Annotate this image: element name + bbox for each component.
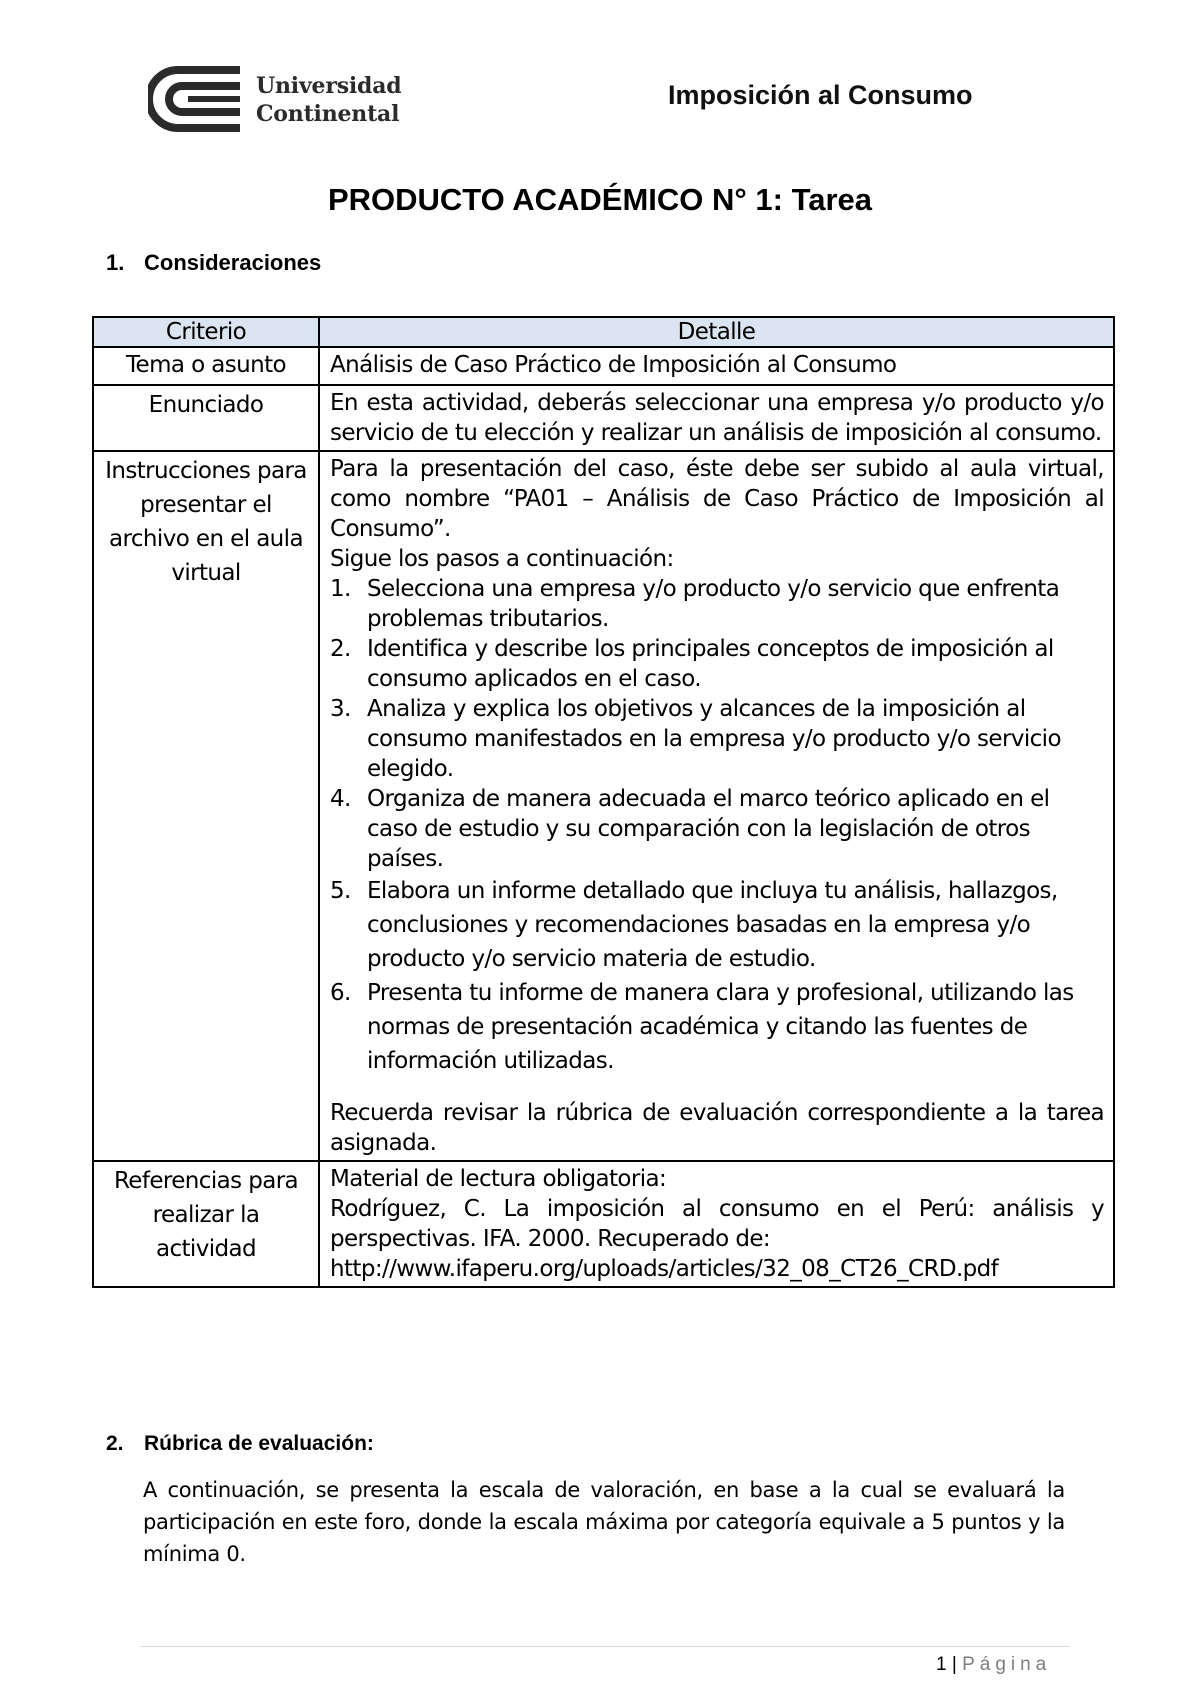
page-label: Página bbox=[962, 1654, 1052, 1675]
cell-criterio: Instrucciones para presentar el archivo en el aula virtual bbox=[93, 451, 319, 1161]
step-text: Selecciona una empresa y/o producto y/o servicio que enfrenta problemas tributarios. bbox=[367, 576, 1060, 632]
steps-intro: Sigue los pasos a continuación: bbox=[330, 546, 674, 572]
logo-mark-icon bbox=[148, 64, 244, 134]
section-title: Rúbrica de evaluación: bbox=[144, 1432, 374, 1455]
instructions-reminder: Recuerda revisar la rúbrica de evaluación correspondiente a la tarea asignada. bbox=[330, 1100, 1104, 1156]
instructions-intro: Para la presentación del caso, éste debe ser subido al aula virtual, como nombre “PA01 – Análisis de Caso Práctico de Imposición al Consumo”. bbox=[330, 456, 1104, 542]
spacer bbox=[330, 1078, 1104, 1098]
cell-criterio: Enunciado bbox=[93, 385, 319, 451]
header-detalle: Detalle bbox=[319, 317, 1114, 347]
step-text: Identifica y describe los principales conceptos de imposición al consumo aplicados en el caso. bbox=[367, 636, 1054, 692]
references-citation: Rodríguez, C. La imposición al consumo en el Perú: análisis y perspectivas. IFA. 2000. Recuperado de: bbox=[330, 1196, 1104, 1252]
section-heading-rubrica bbox=[106, 1432, 374, 1456]
step-number: 3. bbox=[330, 696, 351, 722]
course-title: Imposición al Consumo bbox=[668, 80, 973, 110]
footer-divider bbox=[140, 1646, 1070, 1647]
page-footer bbox=[936, 1654, 1051, 1676]
cell-criterio: Tema o asunto bbox=[93, 347, 319, 385]
references-url-link[interactable]: http://www.ifaperu.org/uploads/articles/32_08_CT26_CRD.pdf bbox=[330, 1256, 999, 1282]
table-header-row bbox=[93, 317, 1114, 347]
cell-criterio: Referencias para realizar la actividad bbox=[93, 1161, 319, 1287]
cell-detalle bbox=[319, 451, 1114, 1161]
table-row-enunciado bbox=[93, 385, 1114, 451]
step-number: 1. bbox=[330, 576, 351, 602]
university-logo bbox=[148, 64, 408, 138]
step-number: 2. bbox=[330, 636, 351, 662]
page-number: 1 bbox=[936, 1654, 947, 1675]
cell-detalle: Análisis de Caso Práctico de Imposición al Consumo bbox=[319, 347, 1114, 385]
logo-wordmark bbox=[256, 72, 401, 128]
step-number: 4. bbox=[330, 786, 351, 812]
section-title: Consideraciones bbox=[144, 250, 322, 275]
logo-line2: Continental bbox=[256, 101, 400, 127]
step-text: Presenta tu informe de manera clara y profesional, utilizando las normas de presentación académica y citando las fuentes de información utilizadas. bbox=[367, 980, 1074, 1074]
list-item bbox=[330, 784, 1104, 874]
list-item bbox=[330, 634, 1104, 694]
document-title: PRODUCTO ACADÉMICO N° 1: Tarea bbox=[327, 182, 873, 217]
section-heading-consideraciones bbox=[106, 250, 321, 276]
section-number: 1. bbox=[106, 250, 125, 275]
table-row-referencias bbox=[93, 1161, 1114, 1287]
list-item bbox=[330, 694, 1104, 784]
references-label: Material de lectura obligatoria: bbox=[330, 1166, 667, 1192]
logo-line1: Universidad bbox=[256, 73, 402, 99]
criteria-table bbox=[92, 316, 1115, 1288]
list-item bbox=[330, 574, 1104, 634]
step-number: 5. bbox=[330, 878, 351, 904]
step-text: Analiza y explica los objetivos y alcances de la imposición al consumo manifestados en la empresa y/o producto y/o servicio elegido. bbox=[367, 696, 1061, 782]
table-row-tema bbox=[93, 347, 1114, 385]
cell-detalle: En esta actividad, deberás seleccionar una empresa y/o producto y/o servicio de tu elección y realizar un análisis de imposición al consumo. bbox=[319, 385, 1114, 451]
cell-detalle bbox=[319, 1161, 1114, 1287]
header-criterio: Criterio bbox=[93, 317, 319, 347]
section-number: 2. bbox=[106, 1432, 124, 1455]
step-text: Organiza de manera adecuada el marco teórico aplicado en el caso de estudio y su comparación con la legislación de otros países. bbox=[367, 786, 1050, 872]
steps-list bbox=[330, 574, 1104, 1078]
rubric-paragraph: A continuación, se presenta la escala de valoración, en base a la cual se evaluará la participación en este foro, donde la escala máxima por categoría equivale a 5 puntos y la mínima 0. bbox=[143, 1478, 1065, 1566]
step-text: Elabora un informe detallado que incluya tu análisis, hallazgos, conclusiones y recomendaciones basadas en la empresa y/o producto y/o servicio materia de estudio. bbox=[367, 878, 1058, 972]
step-number: 6. bbox=[330, 980, 351, 1006]
page-separator: | bbox=[951, 1654, 957, 1675]
list-item bbox=[330, 874, 1104, 976]
list-item bbox=[330, 976, 1104, 1078]
table-row-instrucciones bbox=[93, 451, 1114, 1161]
